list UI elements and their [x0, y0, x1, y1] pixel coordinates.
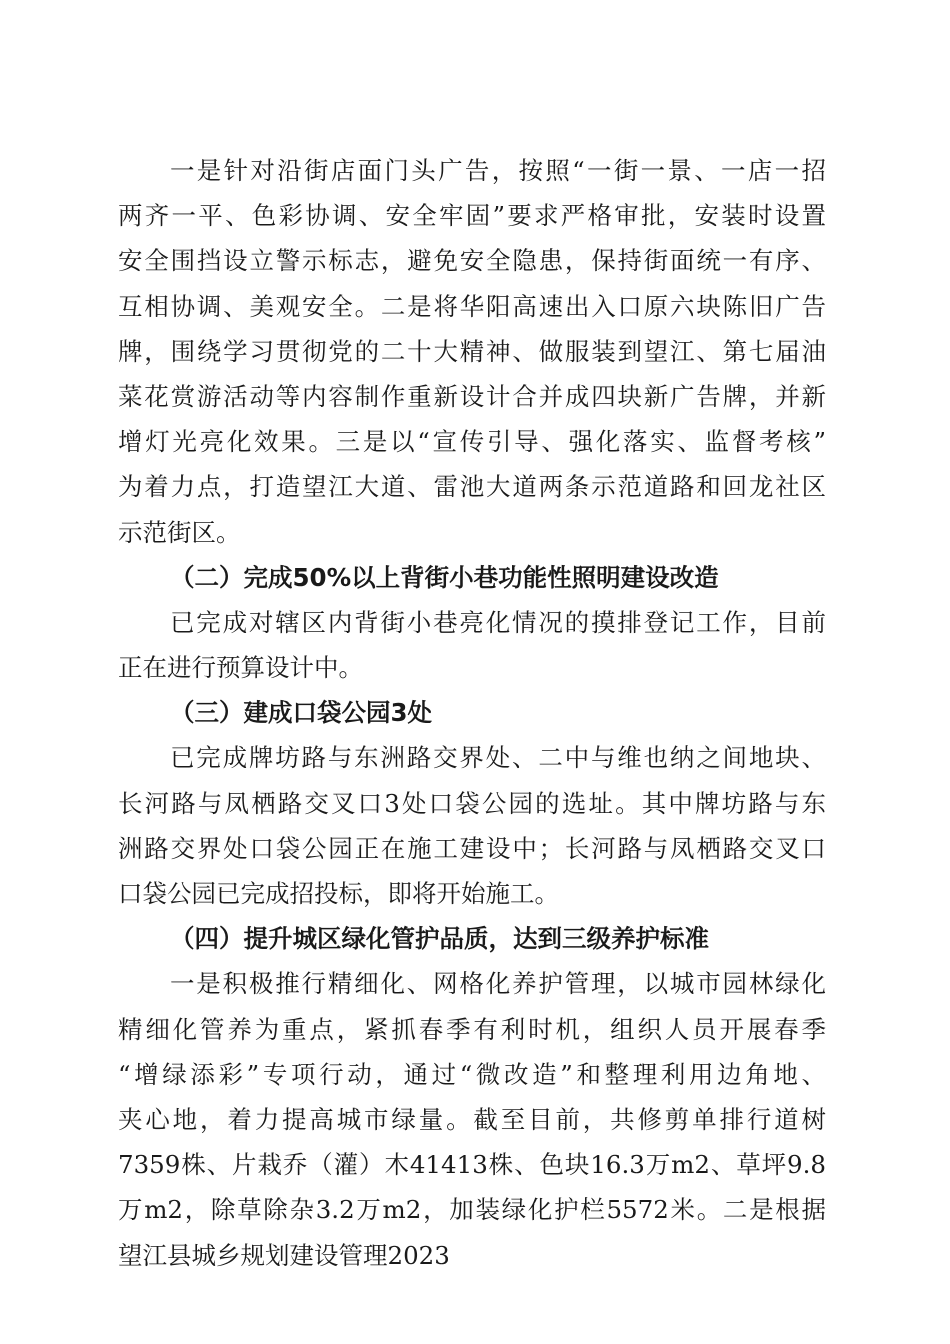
text-line: 洲路交界处口袋公园正在施工建设中；长河路与凤栖路交叉口	[118, 833, 826, 863]
text-line: 安全围挡设立警示标志，避免安全隐患，保持街面统一有序、	[118, 246, 826, 276]
text-line: 互相协调、美观安全。二是将华阳高速出入口原六块陈旧广告	[118, 291, 826, 321]
document-body	[118, 148, 826, 1278]
text-line: 7359株、片栽乔（灌）木41413株、色块16.3万m2、草坪9.8	[118, 1150, 826, 1180]
text-line: 一是针对沿街店面门头广告，按照“一街一景、一店一招	[170, 156, 826, 185]
text-line: 万m2，除草除杂3.2万m2，加装绿化护栏5572米。二是根据	[118, 1195, 826, 1225]
text-line: 牌，围绕学习贯彻党的二十大精神、做服装到望江、第七届油	[118, 336, 826, 366]
text-line: 两齐一平、色彩协调、安全牢固”要求严格审批，安装时设置	[118, 201, 826, 231]
text-line: 一是积极推行精细化、网格化养护管理，以城市园林绿化	[170, 969, 826, 999]
text-line: 长河路与凤栖路交叉口3处口袋公园的选址。其中牌坊路与东	[118, 788, 826, 818]
paragraph-billboards	[118, 148, 826, 555]
text-line: 示范街区。	[118, 517, 241, 547]
text-line: 已完成牌坊路与东洲路交界处、二中与维也纳之间地块、	[170, 743, 826, 773]
section-heading-greening: （四）提升城区绿化管护品质，达到三级养护标准	[170, 924, 709, 954]
paragraph-greening	[118, 961, 826, 1277]
text-line: 口袋公园已完成招投标，即将开始施工。	[118, 879, 559, 908]
text-line: 为着力点，打造望江大道、雷池大道两条示范道路和回龙社区	[118, 472, 826, 502]
text-line: 增灯光亮化效果。三是以“宣传引导、强化落实、监督考核”	[118, 427, 826, 457]
text-line: 已完成对辖区内背街小巷亮化情况的摸排登记工作，目前	[170, 607, 826, 637]
text-line: 正在进行预算设计中。	[118, 653, 363, 683]
text-line: 夹心地，着力提高城市绿量。截至目前，共修剪单排行道树	[118, 1104, 826, 1134]
text-line: “增绿添彩”专项行动，通过“微改造”和整理利用边角地、	[118, 1059, 826, 1089]
text-line: 望江县城乡规划建设管理2023	[118, 1240, 450, 1270]
text-line: 菜花赏游活动等内容制作重新设计合并成四块新广告牌，并新	[118, 381, 826, 411]
text-line: 精细化管养为重点，紧抓春季有利时机，组织人员开展春季	[118, 1014, 826, 1044]
section-heading-pocket-parks: （三）建成口袋公园3处	[170, 698, 433, 728]
section-heading-lighting: （二）完成50%以上背街小巷功能性照明建设改造	[170, 562, 719, 592]
paragraph-pocket-parks	[118, 735, 826, 916]
paragraph-lighting	[118, 600, 826, 690]
